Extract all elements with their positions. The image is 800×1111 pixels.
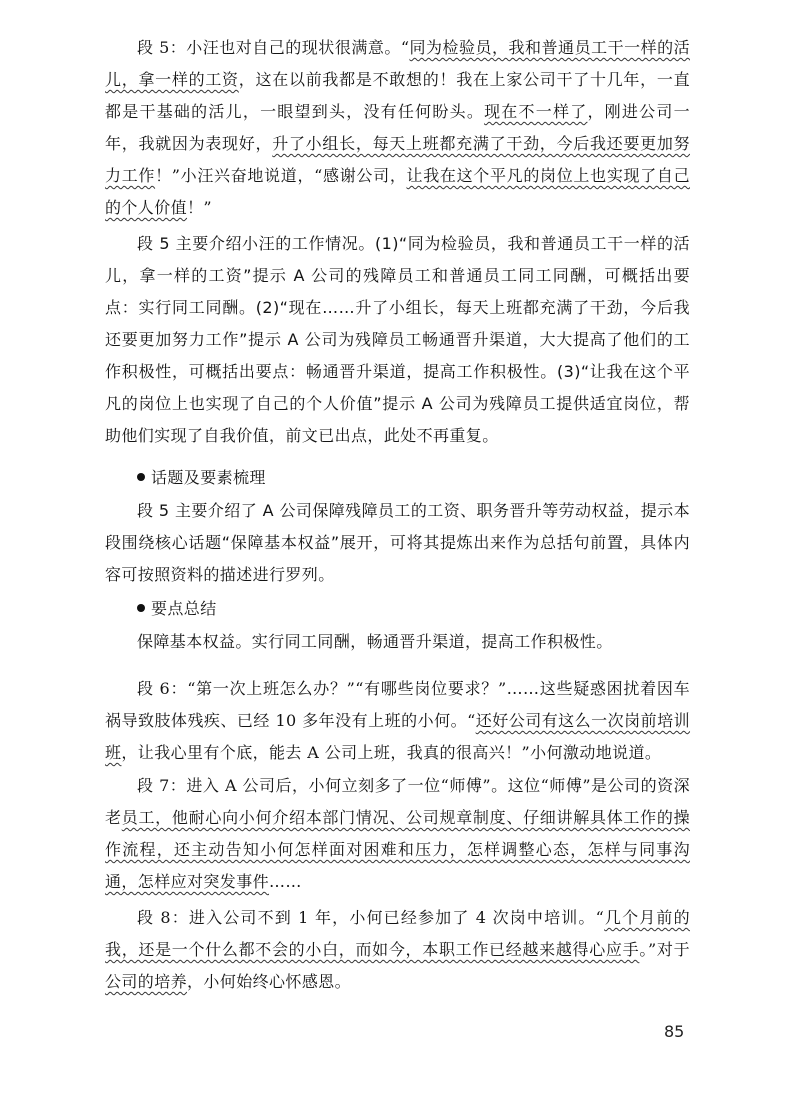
bullet-icon bbox=[137, 604, 145, 612]
heading-text: 要点总结 bbox=[151, 599, 217, 618]
text-run: 段 8：进入公司不到 1 年，小何已经参加了 4 次岗中培训。“ bbox=[137, 908, 605, 927]
text-run: 段 6：“第一次上班怎么办？”“有哪些岗位要求？”……这些疑惑困扰着因车祸导致肢体残疾、已经 10 多年没有上班的小何。“ bbox=[105, 679, 690, 730]
page-number: 85 bbox=[664, 1022, 685, 1041]
text-run: ，这在以前我都是不敢想的！我在上家公司干了十几年，一直都是干基础的活儿，一眼望到头，没有任何盼头。 bbox=[105, 70, 690, 121]
paragraph-segment-8 bbox=[105, 902, 690, 998]
underlined-phrase: 几个月前的我，还是一个什么都不会的小白，而如今，本职工作已经越来越得心应手 bbox=[105, 908, 690, 959]
text-run: 段 5：小汪也对自己的现状很满意。“ bbox=[137, 38, 410, 57]
paragraph-segment-5-source bbox=[105, 32, 690, 224]
text-run: ，刚进公司一年，我就因为表现好， bbox=[105, 102, 691, 153]
section-heading-topic bbox=[105, 462, 690, 494]
underlined-phrase: 还好公司有这么一次岗前培训班 bbox=[105, 711, 691, 762]
underlined-phrase: 让我在这个平凡的岗位上也实现了自己的个人价值 bbox=[105, 166, 690, 217]
text-run: ，让我心里有个底，能去 A 公司上班，我真的很高兴！”小何激动地说道。 bbox=[121, 743, 662, 762]
underlined-phrase: 公司的培养 bbox=[105, 972, 188, 991]
text-run: 。”对于 bbox=[639, 940, 690, 959]
text-run: …… bbox=[269, 872, 302, 891]
paragraph-points-summary: 保障基本权益。实行同工同酬，畅通晋升渠道，提高工作积极性。 bbox=[137, 632, 613, 651]
heading-text: 话题及要素梳理 bbox=[151, 468, 266, 487]
text-run: 段 7：进入 A 公司后，小何立刻多了一位“师傅”。这位“师傅”是公司的资深老 bbox=[105, 776, 690, 827]
paragraph-analysis: 段 5 主要介绍小汪的工作情况。(1)“同为检验员，我和普通员工干一样的活儿，拿一样的工资”提示 A 公司的残障员工和普通员工同工同酬，可概括出要点：实行同工同酬。(2)“现在……升了小组长，每天上班都充满了干劲，今后我还要更加努力工作”提示 A 公司为残障员工畅通晋升渠道，大大提高了他们的工作积极性，可概括出要点：畅通晋升渠道，提高工作积极性。(3)“让我在这个平凡的岗位上也实现了自己的个人价值”提示 A 公司为残障员工提供适宜岗位，帮助他们实现了自我价值，前文已出点，此处不再重复。 bbox=[105, 234, 690, 445]
underlined-phrase: 现在不一样了 bbox=[484, 102, 588, 121]
underlined-phrase: 员工，他耐心向小何介绍本部门情况、公司规章制度、仔细讲解具体工作的操作流程，还主动告知小何怎样面对困难和压力，怎样调整心态，怎样与同事沟通，怎样应对突发事件 bbox=[105, 808, 690, 891]
underlined-phrase: 同为检验员，我和普通员工干一样的活儿，拿一样的工资 bbox=[105, 38, 690, 89]
paragraph-segment-7 bbox=[105, 770, 690, 898]
bullet-icon bbox=[137, 473, 145, 481]
paragraph-segment-6 bbox=[105, 673, 690, 769]
paragraph-topic-summary: 段 5 主要介绍了 A 公司保障残障员工的工资、职务晋升等劳动权益，提示本段围绕核心话题“保障基本权益”展开，可将其提炼出来作为总括句前置，具体内容可按照资料的描述进行罗列。 bbox=[105, 501, 690, 584]
underlined-phrase: 升了小组长，每天上班都充满了干劲，今后我还要更加努力工作 bbox=[105, 134, 690, 185]
text-run: ！”小汪兴奋地说道，“感谢公司， bbox=[155, 166, 407, 185]
text-run: ！” bbox=[187, 198, 212, 217]
text-run: ，小何始终心怀感恩。 bbox=[187, 972, 352, 991]
section-heading-points bbox=[105, 593, 690, 625]
